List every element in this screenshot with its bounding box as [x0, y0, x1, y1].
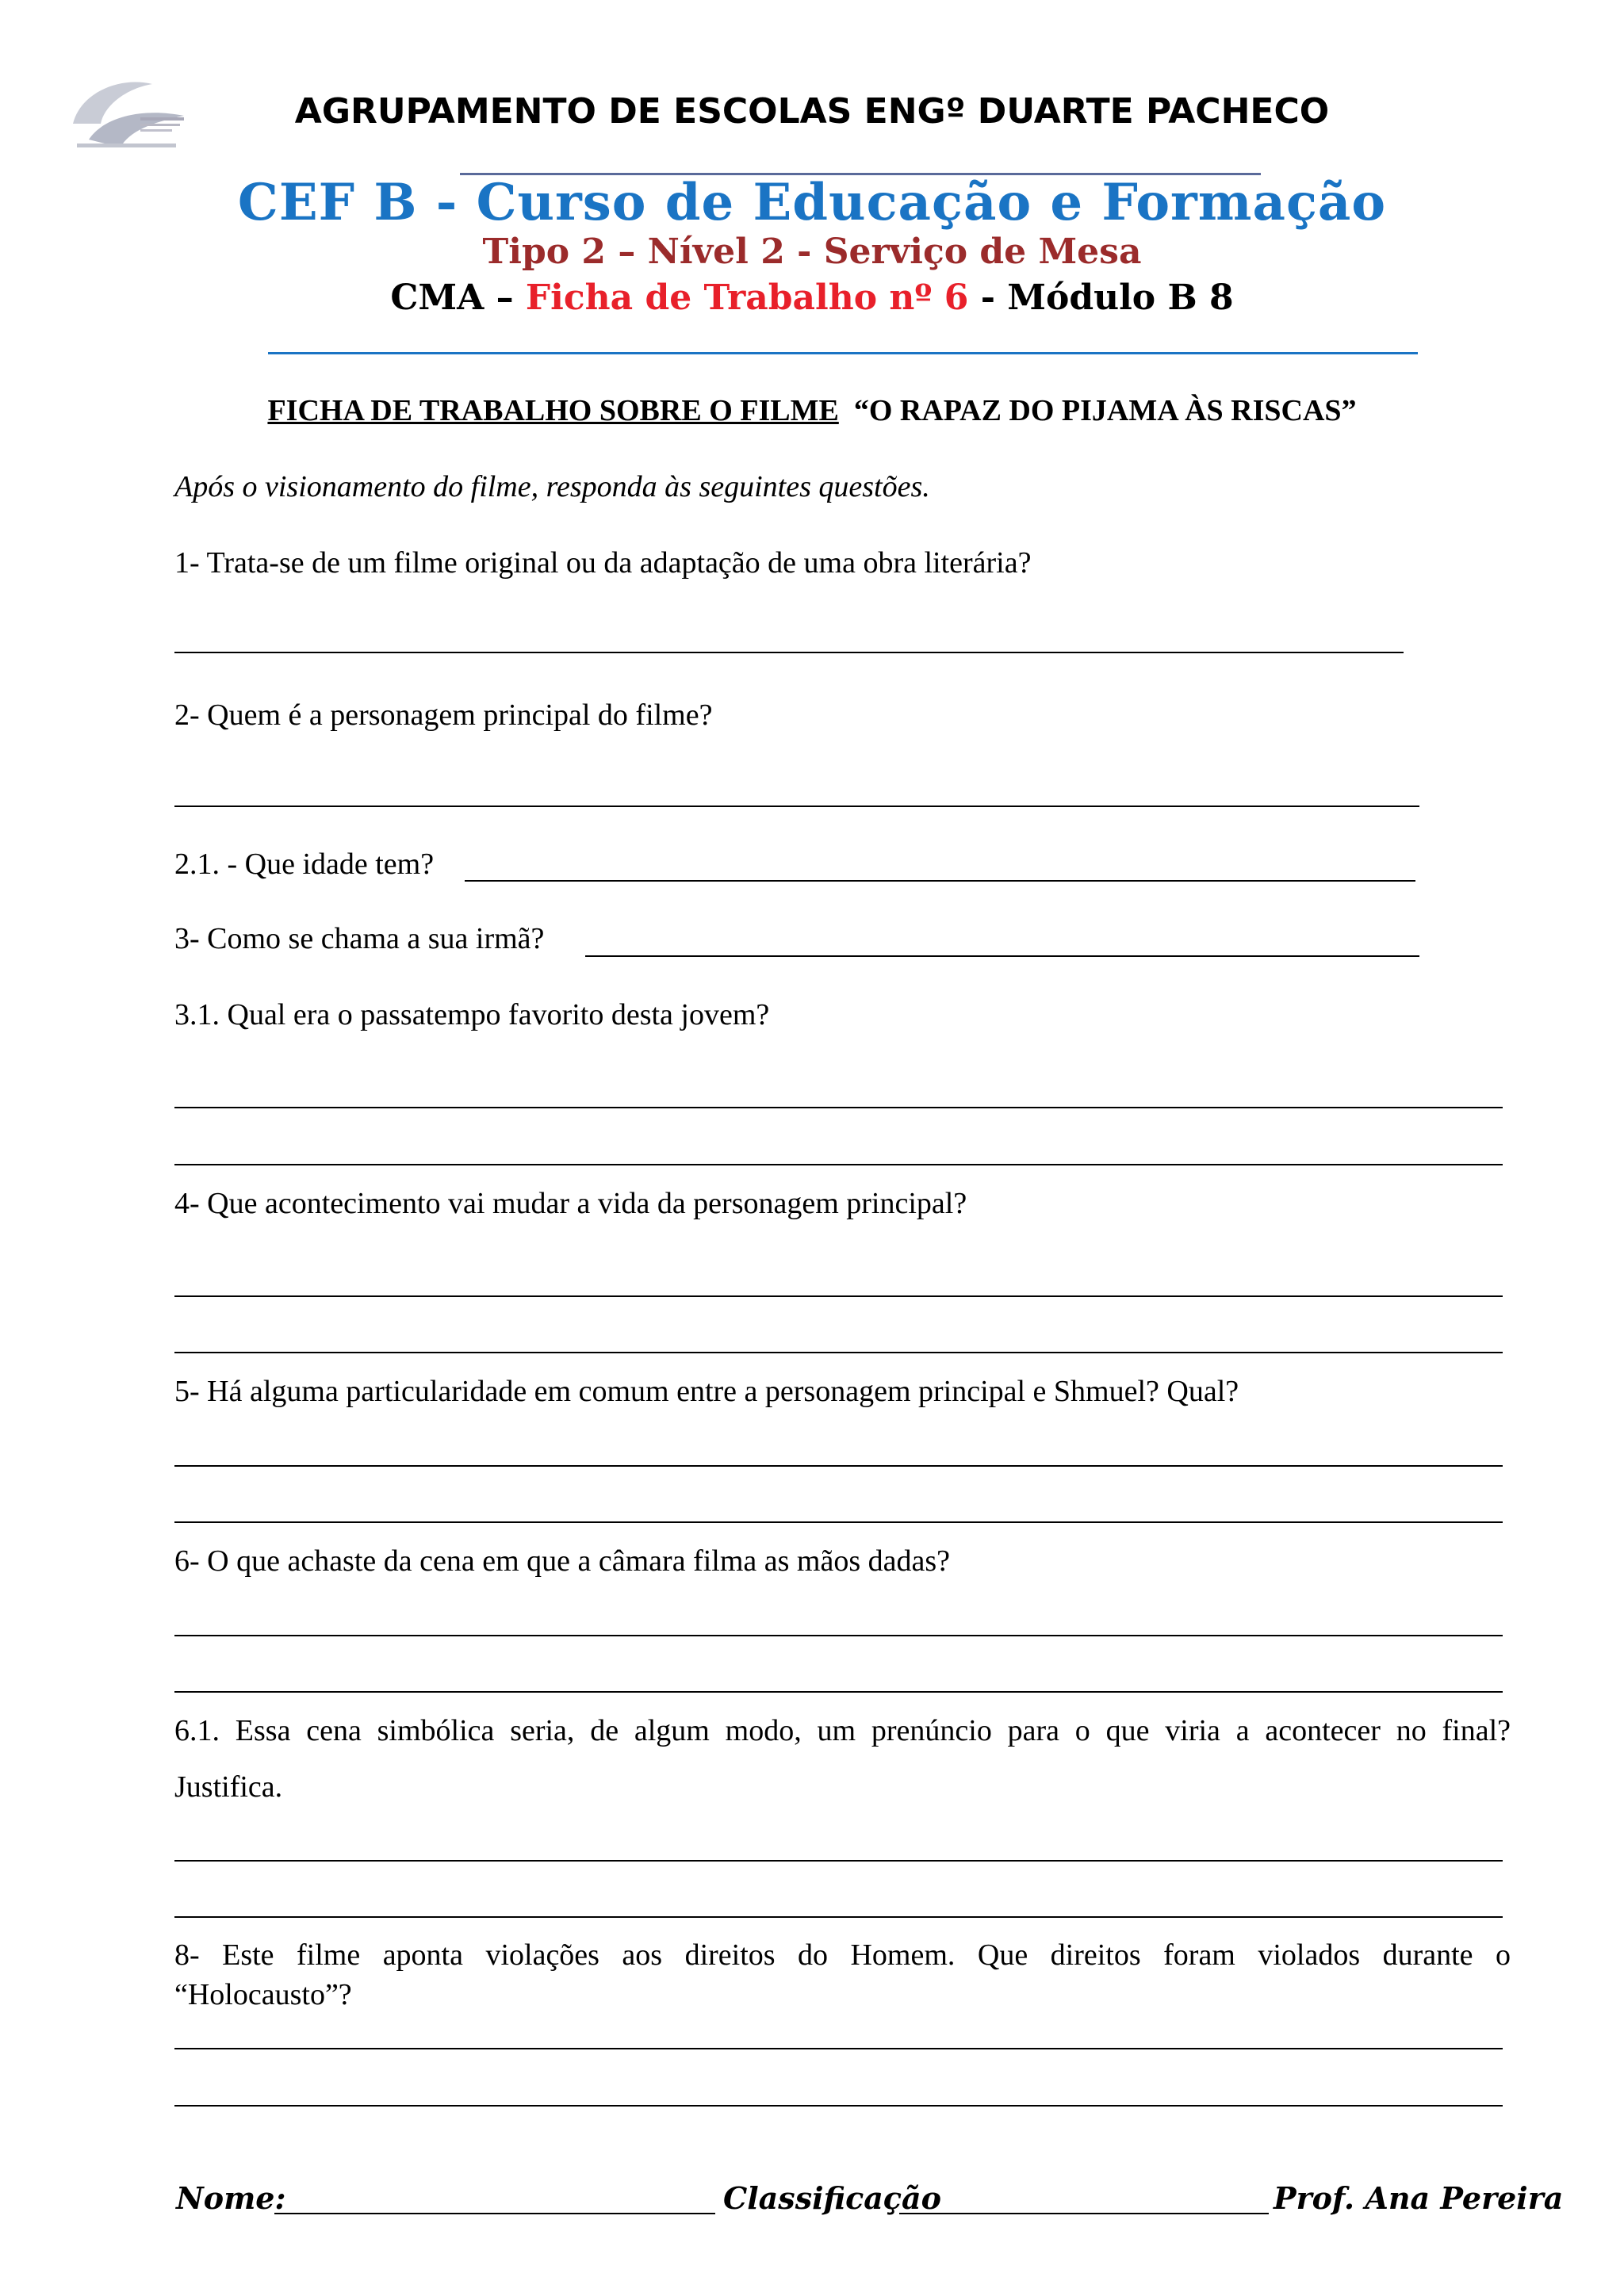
name-label: Nome: — [176, 2180, 286, 2216]
answer-line-3-1b[interactable] — [174, 1164, 1503, 1165]
question-8-line2: “Holocausto”? — [174, 1978, 352, 2011]
answer-line-2[interactable] — [174, 806, 1419, 807]
answer-line-8b[interactable] — [174, 2105, 1503, 2107]
module-label: - Módulo B 8 — [980, 277, 1234, 318]
question-6-1-line1: 6.1. Essa cena simbólica seria, de algum modo, um prenúncio para o que viria a acontecer no final? — [174, 1714, 1511, 1747]
answer-line-5b[interactable] — [174, 1521, 1503, 1523]
answer-line-3-1a[interactable] — [174, 1107, 1503, 1108]
question-6-1-line2: Justifica. — [174, 1770, 283, 1804]
cma-prefix: CMA – — [390, 277, 514, 318]
answer-line-6-1a[interactable] — [174, 1860, 1503, 1862]
answer-line-4a[interactable] — [174, 1295, 1503, 1297]
header-rule — [268, 352, 1418, 354]
question-5: 5- Há alguma particularidade em comum entre a personagem principal e Shmuel? Qual? — [174, 1375, 1239, 1408]
course-subtitle: Tipo 2 – Nível 2 - Serviço de Mesa — [482, 232, 1142, 272]
question-3: 3- Como se chama a sua irmã? — [174, 922, 545, 955]
worksheet-heading — [0, 277, 1624, 318]
worksheet-number: Ficha de Trabalho nº 6 — [525, 277, 969, 318]
instructions: Após o visionamento do filme, responda às seguintes questões. — [174, 470, 930, 503]
title-underlined: FICHA DE TRABALHO SOBRE O FILME — [267, 394, 839, 427]
answer-line-6-1b[interactable] — [174, 1916, 1503, 1918]
question-8-line1: 8- Este filme aponta violações aos direitos do Homem. Que direitos foram violados durante o — [174, 1938, 1511, 1972]
name-field[interactable] — [274, 2213, 715, 2214]
teacher-name: Prof. Ana Pereira — [1274, 2180, 1564, 2216]
answer-line-6a[interactable] — [174, 1635, 1503, 1636]
answer-line-6b[interactable] — [174, 1691, 1503, 1693]
course-title: CEF B - Curso de Educação e Formação — [237, 173, 1387, 232]
answer-line-1[interactable] — [174, 652, 1404, 653]
answer-line-5a[interactable] — [174, 1465, 1503, 1467]
answer-line-8a[interactable] — [174, 2048, 1503, 2049]
worksheet-title — [0, 393, 1624, 428]
question-2: 2- Quem é a personagem principal do filme? — [174, 698, 713, 732]
film-title: “O RAPAZ DO PIJAMA ÀS RISCAS” — [853, 394, 1357, 427]
answer-line-3[interactable] — [585, 955, 1419, 957]
question-4: 4- Que acontecimento vai mudar a vida da personagem principal? — [174, 1187, 967, 1220]
question-3-1: 3.1. Qual era o passatempo favorito desta jovem? — [174, 998, 770, 1031]
question-6: 6- O que achaste da cena em que a câmara filma as mãos dadas? — [174, 1544, 951, 1578]
question-1: 1- Trata-se de um filme original ou da adaptação de uma obra literária? — [174, 546, 1032, 580]
question-2-1: 2.1. - Que idade tem? — [174, 848, 435, 881]
grade-label: Classificação — [723, 2180, 942, 2216]
school-name: AGRUPAMENTO DE ESCOLAS ENGº DUARTE PACHECO — [294, 91, 1330, 132]
answer-line-4b[interactable] — [174, 1352, 1503, 1353]
answer-line-2-1[interactable] — [465, 880, 1415, 882]
grade-field[interactable] — [899, 2213, 1269, 2214]
